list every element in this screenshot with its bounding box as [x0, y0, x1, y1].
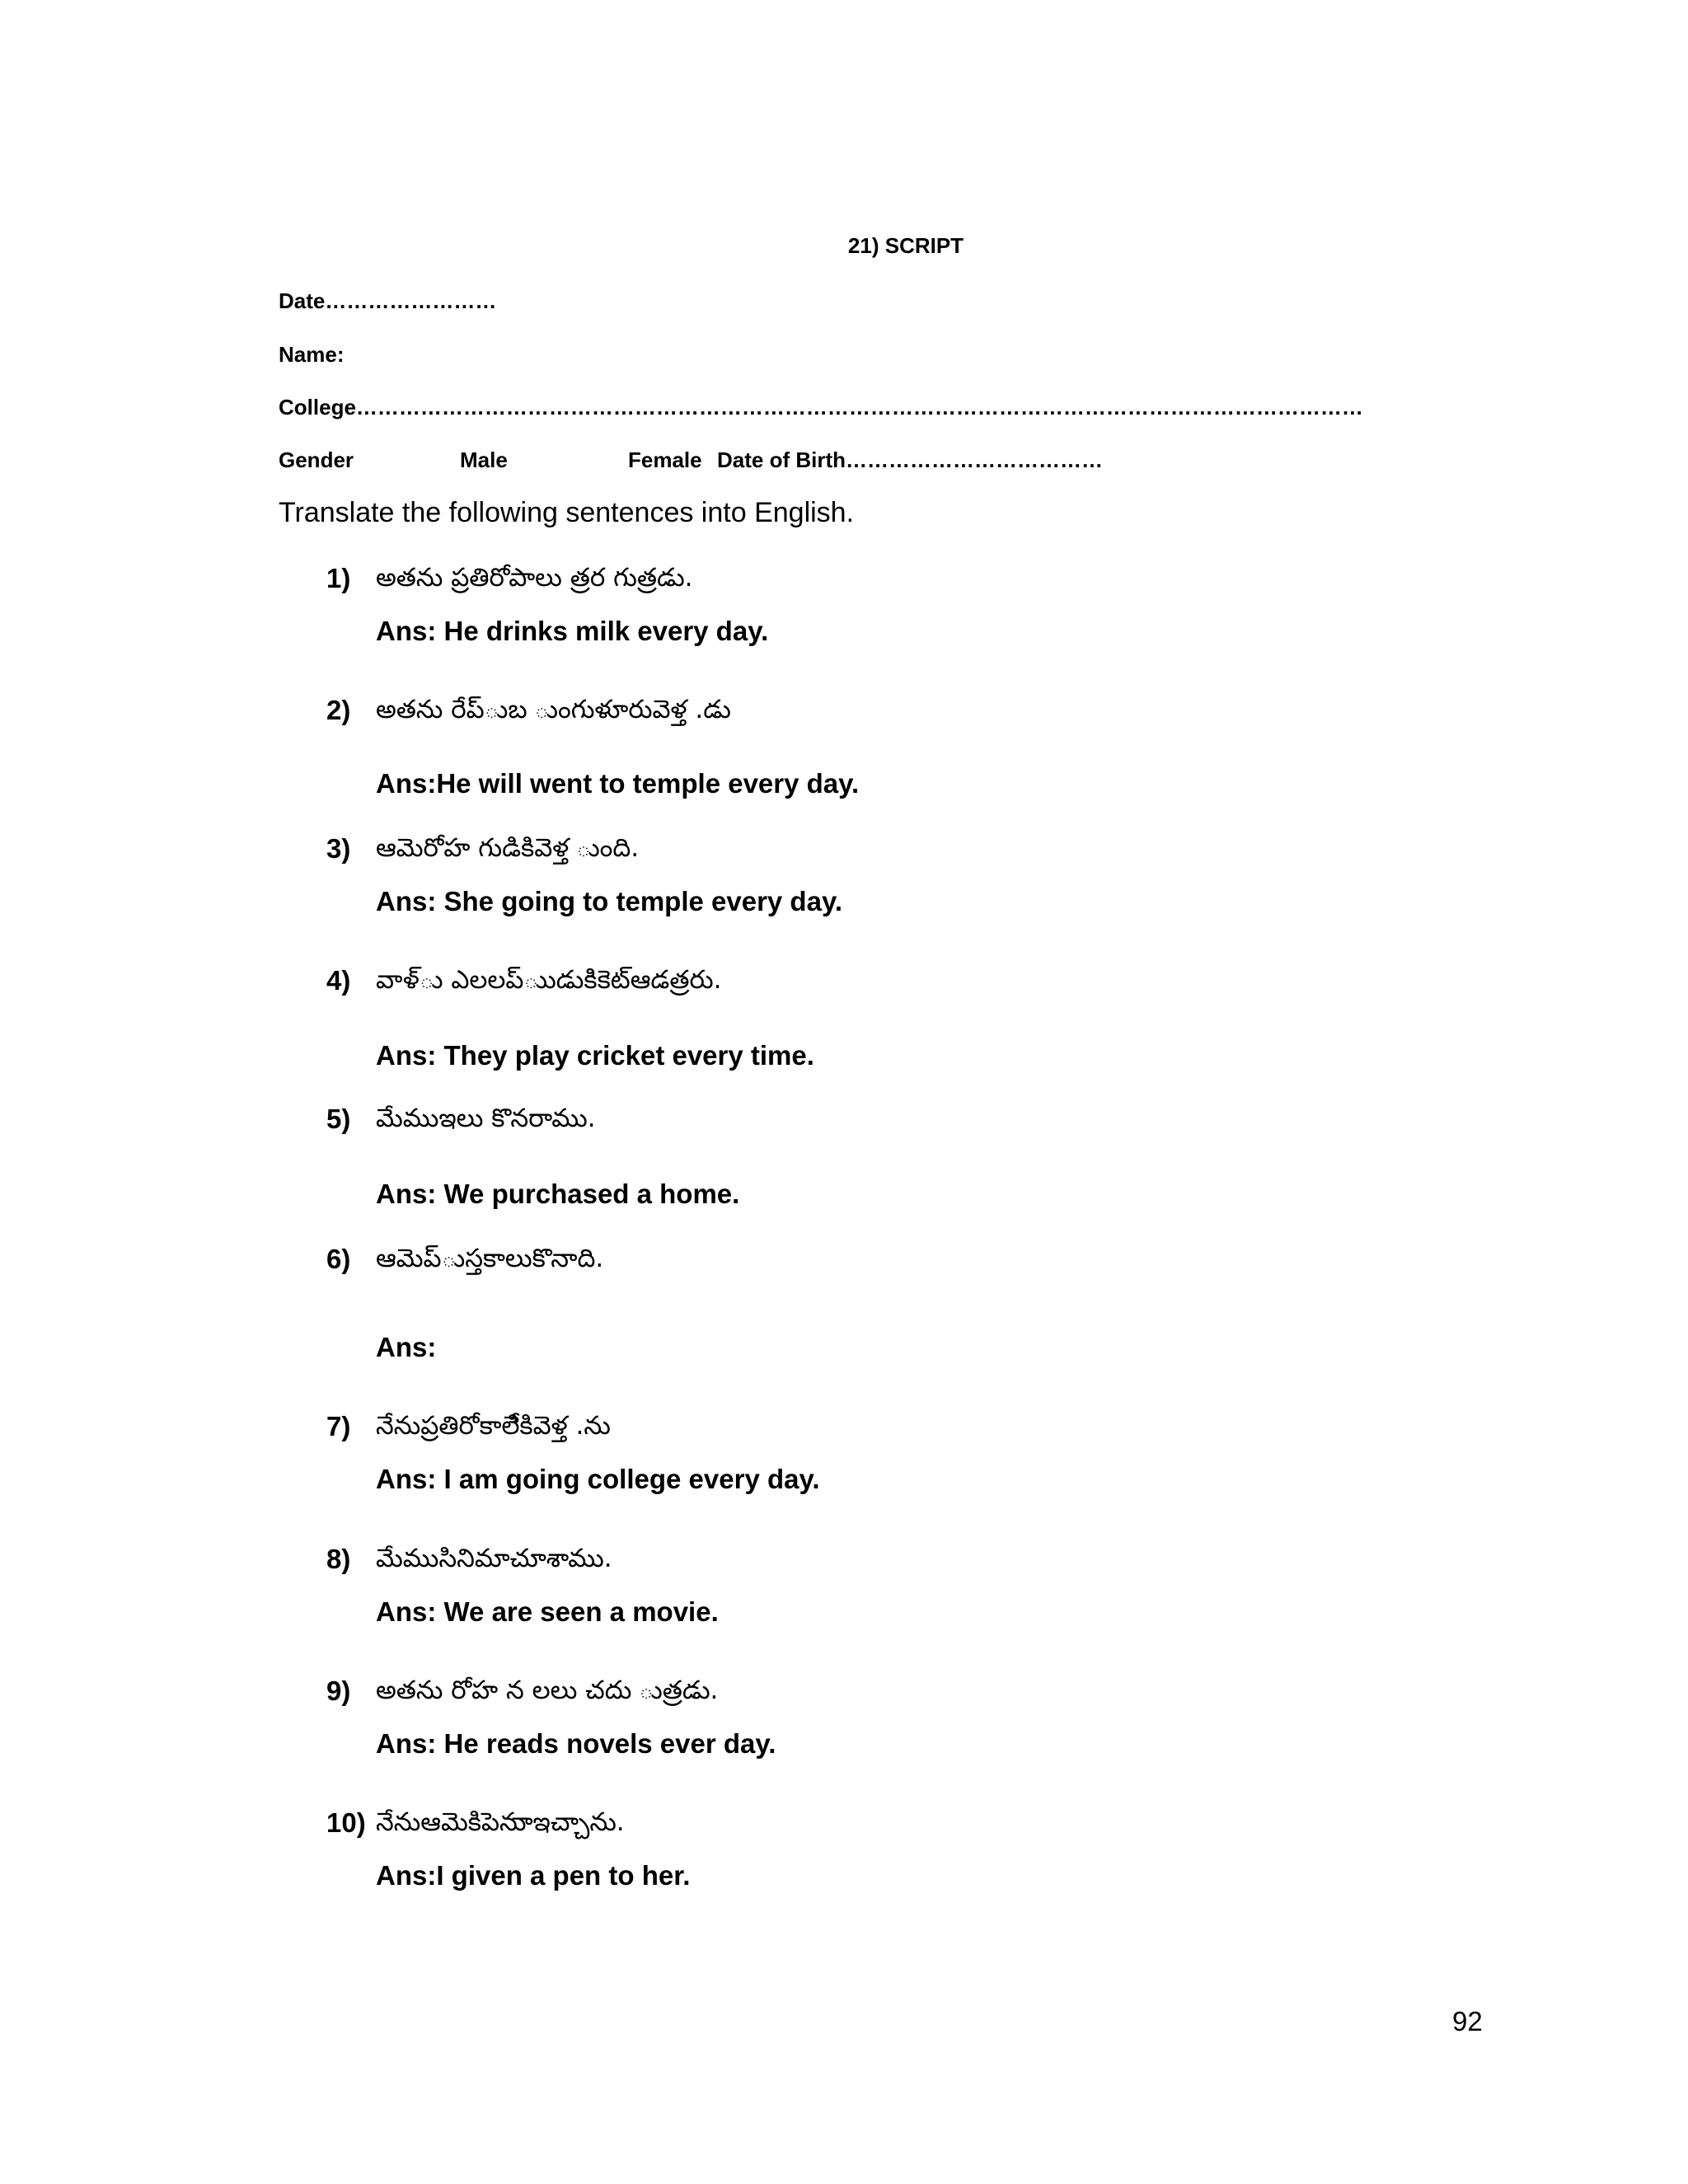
instruction-text: Translate the following sentences into English.: [279, 497, 855, 528]
question-number: 8): [326, 1544, 351, 1574]
question-number: 4): [326, 965, 351, 996]
question-number: 10): [326, 1807, 366, 1838]
name-field: Name:: [279, 342, 345, 367]
date-of-birth-field: Date of Birth………………………………: [717, 448, 1103, 472]
answer-text: Ans: She going to temple every day.: [376, 886, 843, 916]
question-number: 3): [326, 833, 351, 864]
question-text: అతను రేప్ుబ ుంగుళూరువెళ్త .డు: [376, 695, 731, 724]
female-option: Female: [628, 448, 702, 472]
page-title: 21) SCRIPT: [847, 233, 964, 258]
question-text: వాళ్ు ఎలలప్ుుడుకిికెట్ఆడత్రరు.: [376, 965, 722, 995]
question-text: నేనుఆమెకిపెనుాఇచ్చాను.: [376, 1807, 625, 1837]
college-field: College……………………………………………………………………………………………………………………………: [279, 395, 1363, 419]
question-number: 2): [326, 695, 351, 725]
male-option: Male: [460, 448, 508, 472]
gender-label: Gender: [279, 448, 354, 472]
gender-row: [279, 448, 1185, 480]
page-number: 92: [1452, 2006, 1483, 2036]
question-text: నేనుప్రతిరోకాలేికివెళ్త .ను: [376, 1411, 611, 1441]
answer-text: Ans: He drinks milk every day.: [376, 616, 769, 646]
question-number: 6): [326, 1244, 351, 1274]
question-text: ఆమెప్ుస్తకాలుకొనాది.: [376, 1244, 604, 1273]
answer-text: Ans:I given a pen to her.: [376, 1860, 691, 1891]
date-field: Date……………………: [279, 288, 497, 313]
question-number: 7): [326, 1411, 351, 1441]
question-number: 1): [326, 563, 351, 593]
question-text: అతను ప్రతిరోపాలు త్రర గుత్రడు.: [376, 563, 693, 593]
answer-text: Ans:: [376, 1332, 437, 1362]
answer-text: Ans: I am going college every day.: [376, 1464, 820, 1494]
answer-text: Ans: We are seen a movie.: [376, 1596, 719, 1627]
answer-text: Ans: They play cricket every time.: [376, 1040, 814, 1071]
question-number: 9): [326, 1675, 351, 1706]
answer-text: Ans: We purchased a home.: [376, 1179, 740, 1209]
answer-text: Ans: He reads novels ever day.: [376, 1728, 776, 1759]
question-text: మేముఇలు కొనరాము.: [376, 1104, 596, 1133]
question-text: మేముసినిమాచూశాము.: [376, 1544, 612, 1573]
question-text: ఆమెరోహ గుడికివెళ్త ుంది.: [376, 833, 640, 863]
question-number: 5): [326, 1104, 351, 1134]
answer-text: Ans:He will went to temple every day.: [376, 768, 860, 799]
question-text: అతను రోహ న లలు చదు ుత్రడు.: [376, 1675, 719, 1705]
